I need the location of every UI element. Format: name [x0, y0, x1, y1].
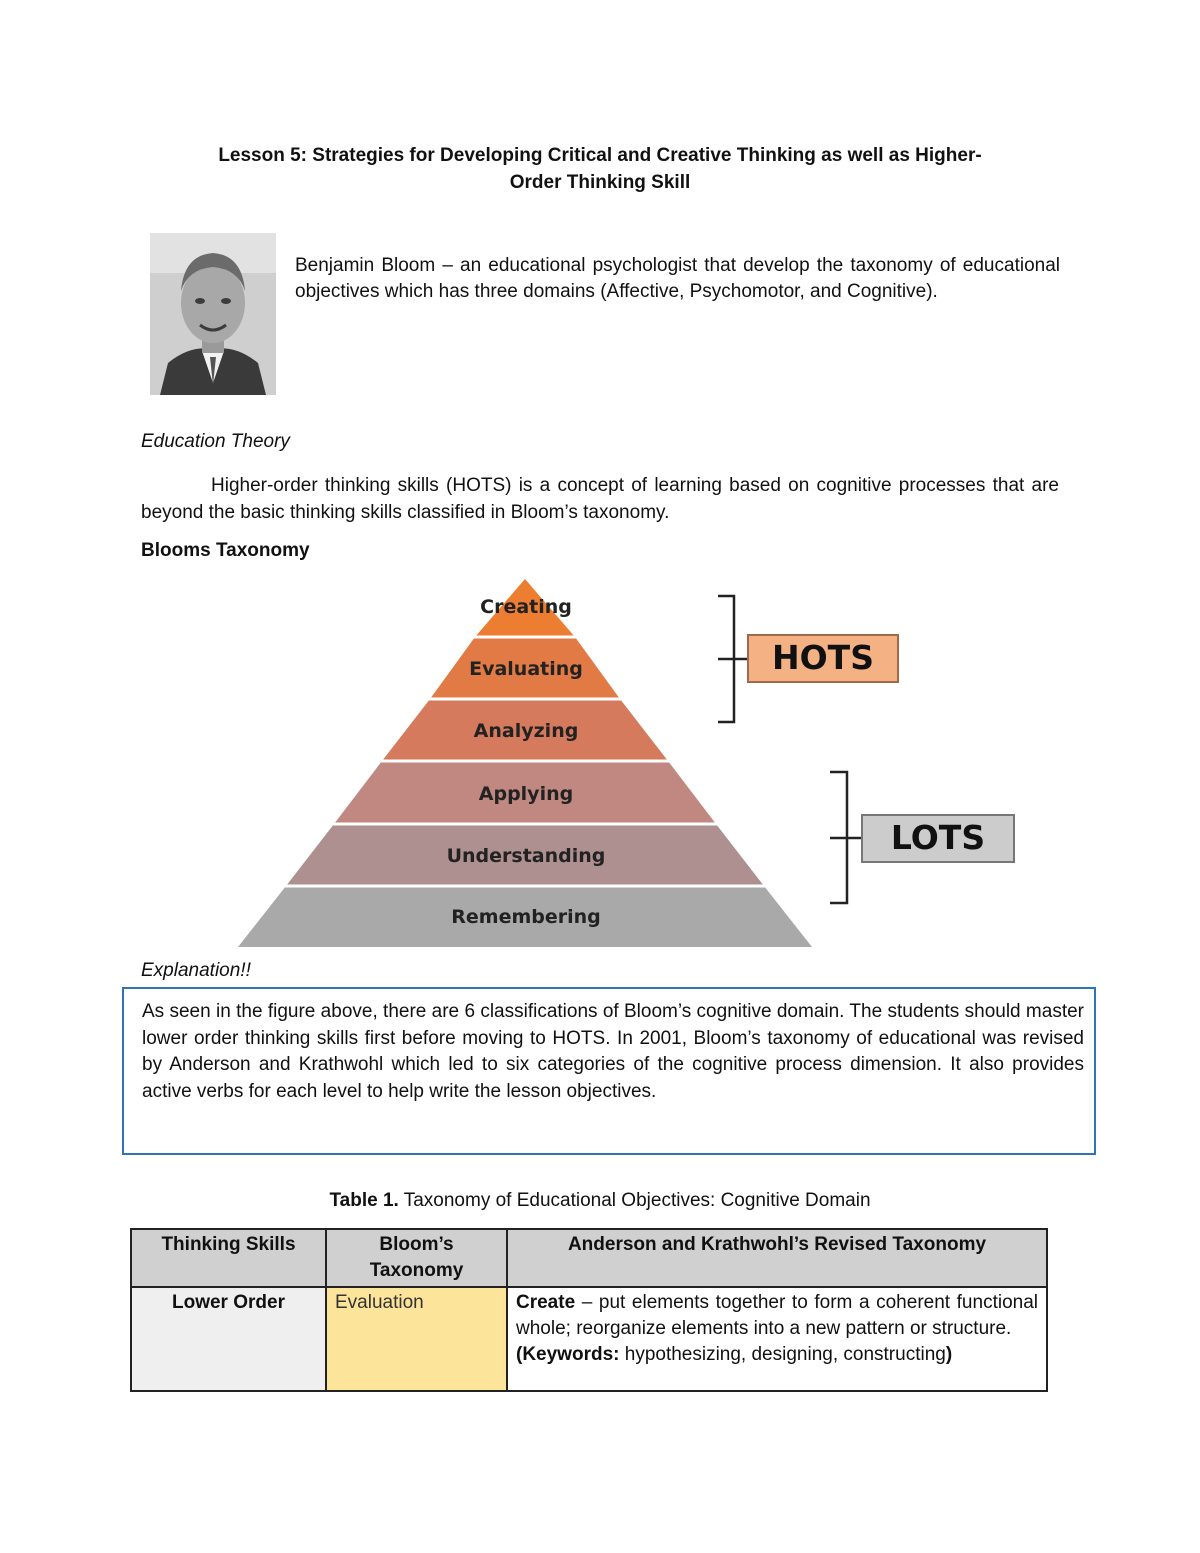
taxonomy-table [130, 1228, 1048, 1392]
tier-label-applying: Applying [478, 783, 574, 805]
blooms-taxonomy-heading: Blooms Taxonomy [141, 540, 310, 561]
revised-definition-text: – put elements together to form a coherent functional whole; reorganize elements into a new pattern or structure. [516, 1292, 1038, 1339]
hots-paragraph: Higher-order thinking skills (HOTS) is a concept of learning based on cognitive processes that are beyond the basic thinking skills classified in Bloom’s taxonomy. [141, 475, 1059, 523]
hots-label: HOTS [772, 638, 874, 677]
header-revised-taxonomy: Anderson and Krathwohl’s Revised Taxonomy [507, 1229, 1047, 1287]
lots-bracket [830, 772, 862, 903]
cell-revised-definition [507, 1287, 1047, 1391]
cell-thinking-skill: Lower Order [131, 1287, 326, 1391]
revised-term: Create [516, 1292, 576, 1313]
keywords-open-paren: ( [516, 1344, 523, 1365]
lesson-title-line-1: Lesson 5: Strategies for Developing Critical and Creative Thinking as well as Higher- [218, 145, 982, 166]
explanation-text: As seen in the figure above, there are 6 classifications of Bloom’s cognitive domain. The students should master lower order thinking skills first before moving to HOTS. In 2001, Bloom’s taxonomy of educational was revised by Anderson and Krathwohl which led to six categories of the cognitive process dimension. It also provides active verbs for each level to help write the lesson objectives. [142, 1001, 1084, 1102]
tier-label-remembering: Remembering [451, 906, 601, 928]
explanation-heading: Explanation!! [141, 960, 251, 981]
explanation-box [122, 987, 1096, 1155]
cell-bloom-level: Evaluation [326, 1287, 507, 1391]
keywords-label: Keywords: [522, 1344, 620, 1365]
table-caption-text: Taxonomy of Educational Objectives: Cognitive Domain [398, 1190, 871, 1211]
header-thinking-skills: Thinking Skills [131, 1229, 326, 1287]
lots-label: LOTS [890, 818, 986, 857]
header-blooms-taxonomy: Bloom’s Taxonomy [326, 1229, 507, 1287]
hots-bracket [718, 596, 748, 722]
lesson-title-line-2: Order Thinking Skill [509, 172, 691, 193]
table-caption [140, 1190, 1060, 1212]
tier-label-understanding: Understanding [446, 845, 606, 867]
table-row [131, 1287, 1047, 1391]
table-header-row [131, 1229, 1047, 1287]
bloom-bio: Benjamin Bloom – an educational psychologist that develop the taxonomy of educational objectives which has three domains (Affective, Psychomotor, and Cognitive). [295, 255, 1060, 302]
tier-label-creating: Creating [480, 596, 572, 618]
table-caption-label: Table 1. [329, 1190, 399, 1211]
keywords-close-paren: ) [945, 1344, 953, 1365]
education-theory-heading: Education Theory [141, 431, 290, 452]
tier-label-analyzing: Analyzing [473, 720, 579, 742]
keywords-values: hypothesizing, designing, constructing [619, 1344, 946, 1365]
tier-label-evaluating: Evaluating [469, 658, 583, 680]
